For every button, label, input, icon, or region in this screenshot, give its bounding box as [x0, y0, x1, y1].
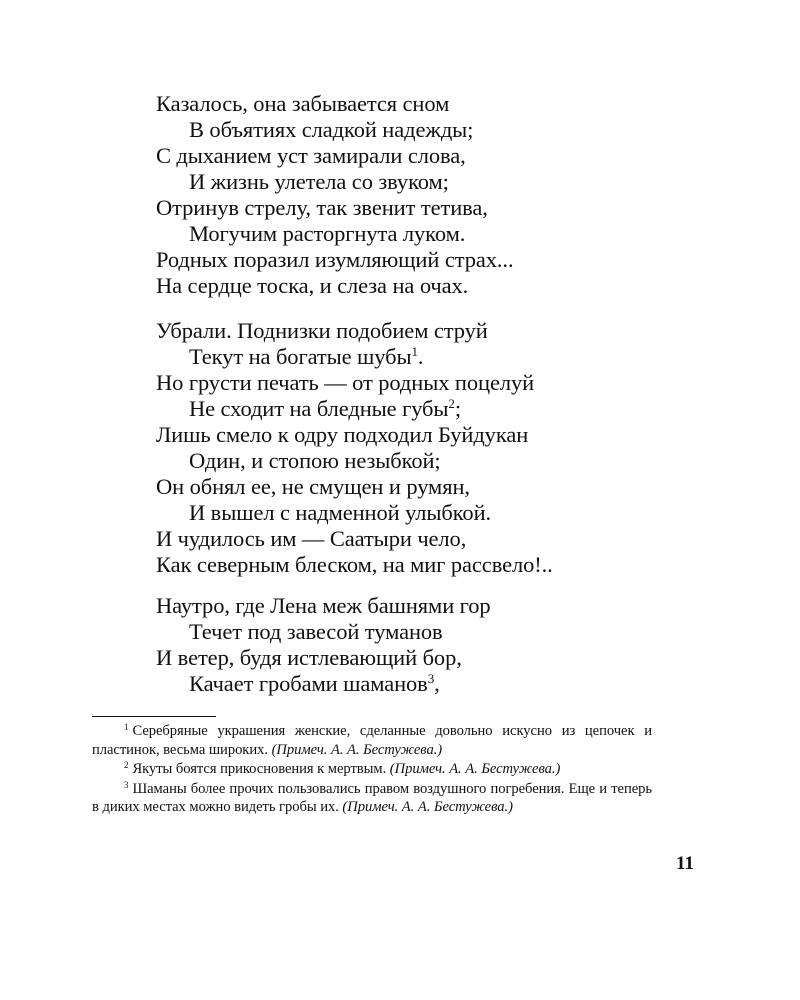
- verse-line: Он обнял ее, не смущен и румян,: [156, 474, 470, 499]
- footnote-attribution: (Примеч. А. А. Бестужева.): [342, 799, 513, 816]
- verse-punctuation: ;: [454, 396, 461, 421]
- footnotes: [92, 722, 652, 817]
- verse-line: [156, 396, 716, 422]
- verse-line: И вышел с надменной улыбкой.: [189, 500, 492, 525]
- verse-line: И чудилось им — Саатыри чело,: [156, 526, 467, 551]
- footnote-mark: 1: [124, 722, 129, 732]
- verse-text: Не сходит на бледные губы: [189, 396, 449, 421]
- verse-line: Но грусти печать — от родных поцелуй: [156, 370, 535, 395]
- stanza-2: [156, 318, 716, 578]
- verse-line: Лишь смело к одру подходил Буйдукан: [156, 422, 529, 447]
- footnote-ref-3[interactable]: 3: [427, 671, 435, 686]
- footnote-text: Якуты боятся прикосновения к мертвым.: [132, 761, 390, 778]
- footnote-mark: 2: [124, 760, 129, 771]
- footnote-mark: 3: [124, 779, 129, 790]
- verse-line: Течет под завесой туманов: [189, 619, 443, 644]
- footnote-text: Серебряные украшения женские, сделанные довольно искусно из цепочек и пластинок, весьма широких.: [92, 723, 652, 758]
- footnote-1: [92, 722, 652, 759]
- verse-line: Один, и стопою незыбкой;: [189, 448, 441, 473]
- verse-line: Наутро, где Лена меж башнями гор: [156, 593, 491, 618]
- verse-line: В объятиях сладкой надежды;: [189, 117, 474, 142]
- footnote-attribution: (Примеч. А. А. Бестужева.): [271, 741, 443, 758]
- verse-line: Родных поразил изумляющий страх...: [156, 247, 514, 272]
- footnote-ref-2[interactable]: 2: [448, 396, 455, 411]
- verse-line: С дыханием уст замирали слова,: [156, 143, 466, 168]
- page-number: 11: [676, 853, 694, 874]
- verse-line: На сердце тоска, и слеза на очах.: [156, 273, 469, 298]
- verse-text: Текут на богатые шубы: [189, 344, 412, 369]
- verse-punctuation: .: [417, 344, 424, 369]
- verse-line: И жизнь улетела со звуком;: [189, 169, 449, 194]
- footnote-3: [92, 780, 652, 817]
- verse-punctuation: ,: [434, 671, 440, 696]
- stanza-3: [156, 593, 716, 697]
- verse-line: Как северным блеском, на миг рассвело!..: [156, 552, 553, 577]
- footnote-attribution: (Примеч. А. А. Бестужева.): [389, 761, 561, 778]
- verse-line: Казалось, она забывается сном: [156, 91, 450, 116]
- verse-line: Отринув стрелу, так звенит тетива,: [156, 195, 488, 220]
- verse-line: [156, 671, 716, 697]
- footnote-ref-1[interactable]: 1: [411, 344, 418, 359]
- stanza-1: [156, 91, 716, 299]
- footnote-separator: [92, 716, 216, 717]
- verse-line: [156, 344, 716, 370]
- verse-line: И ветер, будя истлевающий бор,: [156, 645, 462, 670]
- footnote-text: Шаманы более прочих пользовались правом воздушного погребения. Еще и теперь в диких местах можно видеть гробы их.: [92, 780, 652, 816]
- verse-text: Качает гробами шаманов: [189, 671, 428, 696]
- footnote-2: [92, 760, 652, 779]
- verse-line: Убрали. Поднизки подобием струй: [156, 318, 488, 343]
- verse-line: Могучим расторгнута луком.: [189, 221, 466, 246]
